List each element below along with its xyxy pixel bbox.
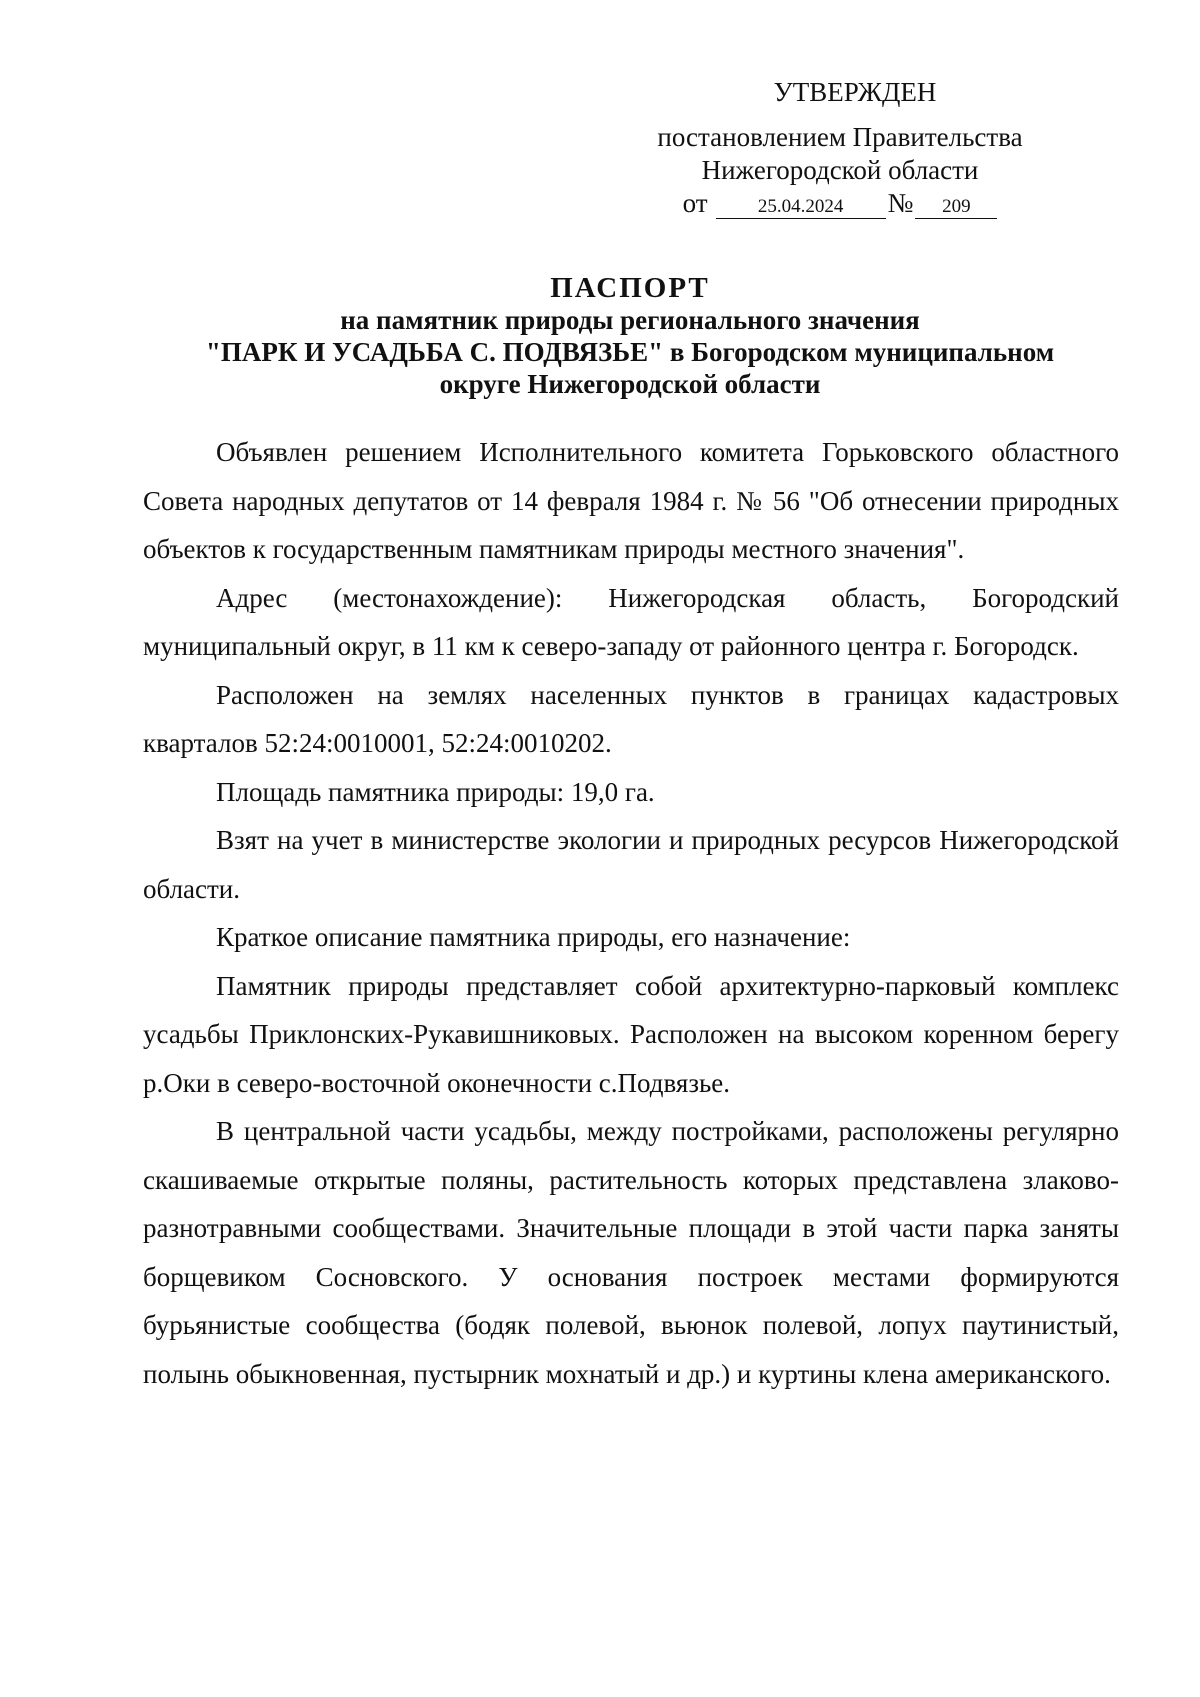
approval-stamp — [630, 76, 1050, 220]
paragraph-cadastral: Расположен на землях населенных пунктов в границах кадастровых кварталов 52:24:0010001, 52:24:0010202. — [143, 679, 1119, 758]
approval-authority-line2: Нижегородской области — [701, 155, 979, 185]
document-heading — [140, 272, 1120, 400]
document-title: ПАСПОРТ — [550, 272, 710, 304]
date-prefix: от — [682, 188, 708, 218]
number-prefix: № — [887, 188, 914, 218]
paragraph-description-heading: Краткое описание памятника природы, его назначение: — [216, 922, 851, 952]
approval-date-line — [630, 187, 1050, 220]
approval-number: 209 — [915, 196, 997, 219]
approval-date: 25.04.2024 — [716, 196, 886, 219]
heading-line-1: на памятник природы регионального значения — [340, 305, 920, 335]
paragraph-area: Площадь памятника природы: 19,0 га. — [216, 776, 655, 807]
paragraph-vegetation: В центральной части усадьбы, между постройками, расположены регулярно скашиваемые открытые поляны, растительность которых представлена злаково-разнотравными сообществами. Значительные площади в этой части парка заняты борщевиком Сосновского. У основания построек местами формируются бурьянистые сообщества (бодяк полевой, вьюнок полевой, лопух паутинистый, полынь обыкновенная, пустырник мохнатый и др.) и куртины клена американского. — [143, 1116, 1119, 1389]
paragraph-address: Адрес (местонахождение): Нижегородская область, Богородский муниципальный округ, в 11 км к северо-западу от районного центра г. Богородск. — [143, 582, 1119, 661]
approval-title: УТВЕРЖДЕН — [773, 77, 937, 107]
paragraph-declaration: Объявлен решением Исполнительного комитета Горьковского областного Совета народных депутатов от 14 февраля 1984 г. № 56 "Об отнесении природных объектов к государственным памятникам природы местного значения". — [143, 437, 1119, 564]
heading-line-2: "ПАРК И УСАДЬБА С. ПОДВЯЗЬЕ" в Богородском муниципальном — [205, 337, 1055, 367]
approval-authority-line1: постановлением Правительства — [657, 122, 1023, 152]
paragraph-description: Памятник природы представляет собой архитектурно-парковый комплекс усадьбы Приклонских-Рукавишниковых. Расположен на высоком коренном берегу р.Оки в северо-восточной оконечности с.Подвязье. — [143, 970, 1119, 1098]
heading-line-3: округе Нижегородской области — [439, 369, 821, 399]
paragraph-registration: Взят на учет в министерстве экологии и природных ресурсов Нижегородской области. — [143, 825, 1119, 904]
document-body — [143, 428, 1119, 1398]
